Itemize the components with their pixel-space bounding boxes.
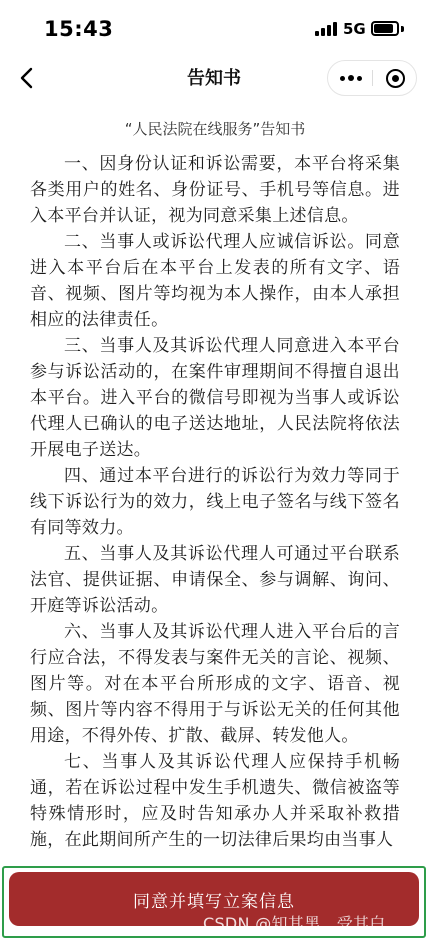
- notice-content[interactable]: [30, 100, 400, 862]
- status-bar: [0, 0, 428, 56]
- notice-title: “人民法院在线服务”告知书: [124, 120, 306, 138]
- notice-paragraph-4: 四、通过本平台进行的诉讼行为效力等同于线下诉讼行为的效力，线上电子签名与线下签名有同等效力。: [30, 466, 400, 538]
- mini-program-capsule: [327, 60, 417, 96]
- signal-icon: [315, 22, 337, 36]
- battery-cap: [401, 26, 404, 32]
- target-circle-icon: [386, 69, 405, 88]
- more-button[interactable]: [328, 61, 373, 95]
- page-title: 告知书: [187, 68, 241, 89]
- network-type: 5G: [343, 20, 366, 38]
- more-dots-icon: [340, 75, 362, 81]
- notice-paragraph-6: 六、当事人及其诉讼代理人进入平台后的言行应合法，不得发表与案件无关的言论、视频、图片等。对在本平台所形成的文字、语音、视频、图片等内容不得用于与诉讼无关的任何其他用途，不得外传、扩散、截屏、转发他人。: [30, 622, 400, 746]
- battery-icon: [371, 21, 399, 36]
- agree-and-fill-button[interactable]: 同意并填写立案信息: [9, 872, 419, 926]
- notice-paragraph-3: 三、当事人及其诉讼代理人同意进入本平台参与诉讼活动的，在案件审理期间不得擅自退出本平台。进入平台的微信号即视为当事人或诉讼代理人已确认的电子送达地址，人民法院将依法开展电子送达。: [30, 336, 400, 460]
- close-mini-program-button[interactable]: [373, 61, 417, 95]
- notice-paragraph-2: 二、当事人或诉讼代理人应诚信诉讼。同意进入本平台后在本平台上发表的所有文字、语音、视频、图片等均视为本人操作，由本人承担相应的法律责任。: [30, 232, 400, 330]
- notice-paragraph-1: 一、因身份认证和诉讼需要，本平台将采集各类用户的姓名、身份证号、手机号等信息。进入本平台并认证，视为同意采集上述信息。: [30, 154, 400, 226]
- status-time: 15:43: [44, 17, 114, 41]
- notice-paragraph-5: 五、当事人及其诉讼代理人可通过平台联系法官、提供证据、申请保全、参与调解、询问、开庭等诉讼活动。: [30, 544, 400, 616]
- notice-body: [30, 151, 400, 853]
- nav-bar: [0, 56, 428, 100]
- watermark: CSDN @知其黑、受其白: [203, 914, 386, 933]
- notice-paragraph-7: 七、当事人及其诉讼代理人应保持手机畅通，若在诉讼过程中发生手机遗失、微信被盗等特殊情形时，应及时告知承办人并采取补救措施，在此期间所产生的一切法律后果均由当事人: [30, 752, 400, 850]
